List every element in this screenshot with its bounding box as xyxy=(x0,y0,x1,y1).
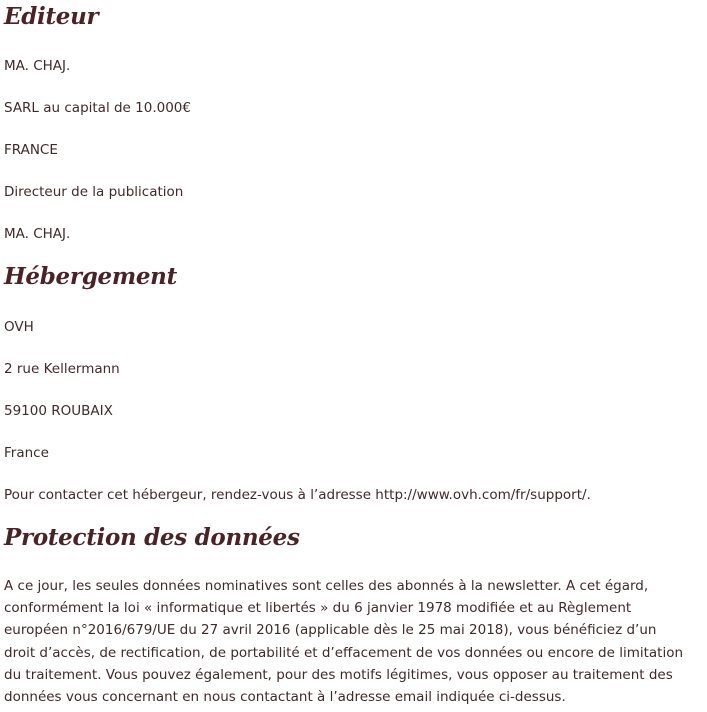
editeur-line-director-label: Directeur de la publication xyxy=(4,184,184,200)
hebergement-line-city: 59100 ROUBAIX xyxy=(4,403,113,419)
hebergement-line-street: 2 rue Kellermann xyxy=(4,361,120,377)
protection-heading: Protection des données xyxy=(4,524,300,551)
editeur-line-director-name: MA. CHAJ. xyxy=(4,226,71,242)
editeur-line-company: MA. CHAJ. xyxy=(4,58,71,74)
protection-paragraph: A ce jour, les seules données nominatives sont celles des abonnés à la newsletter. A cet égard, conformément la loi « informatique et libertés » du 6 janvier 1978 modifiée et au Règlement européen n°2016/679/UE du 27 avril 2016 (applicable dès le 25 mai 2018), vous bénéficiez d’un droit d’accès, de rectification, de portabilité et d’effacement de vos données ou encore de limitation du traitement. Vous pouvez également, pour des motifs légitimes, vous opposer au traitement des données vous concernant en nous contactant à l’adresse email indiquée ci-dessus. xyxy=(4,578,684,706)
hebergement-heading: Hébergement xyxy=(4,263,177,290)
editeur-heading: Editeur xyxy=(4,3,99,30)
hebergement-line-contact: Pour contacter cet hébergeur, rendez-vous à l’adresse http://www.ovh.com/fr/support/. xyxy=(4,487,591,503)
hebergement-line-country: France xyxy=(4,445,49,461)
hebergement-line-host: OVH xyxy=(4,319,34,335)
editeur-line-capital: SARL au capital de 10.000€ xyxy=(4,100,191,116)
editeur-line-country: FRANCE xyxy=(4,142,58,158)
